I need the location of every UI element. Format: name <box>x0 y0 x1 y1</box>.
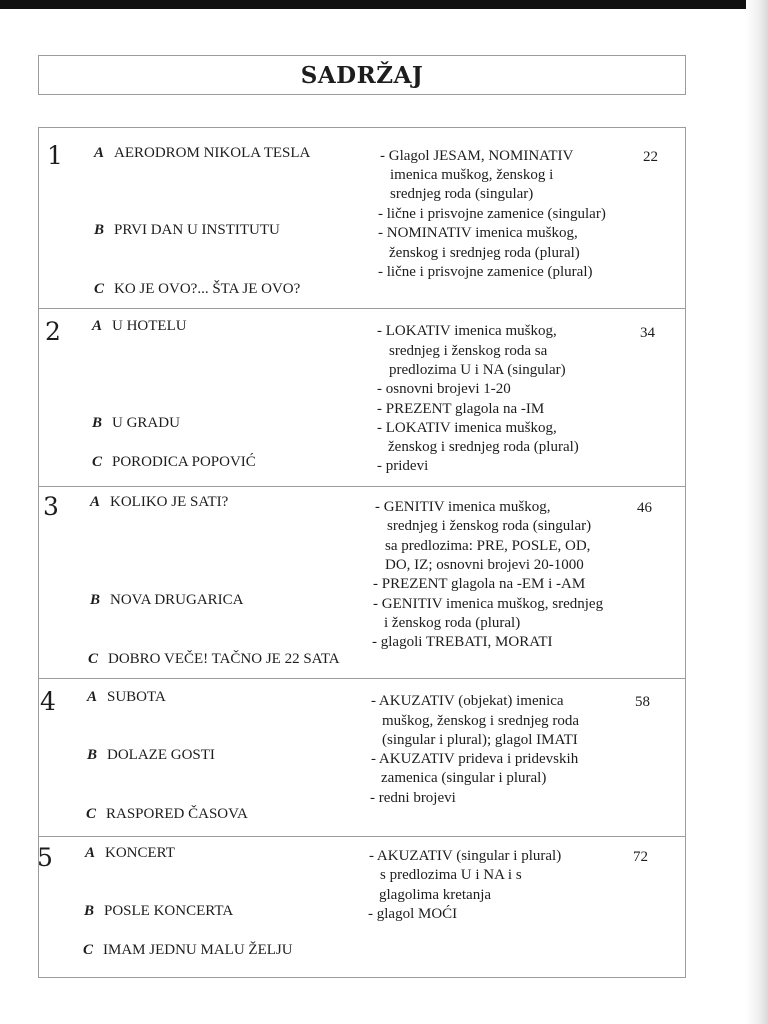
grammar-line: i ženskog roda (plural) <box>384 615 521 631</box>
lesson-letter: B <box>84 903 95 919</box>
lesson-letter: C <box>94 281 105 297</box>
unit-separator <box>38 308 686 309</box>
grammar-line: ženskog i srednjeg roda (plural) <box>388 439 579 455</box>
lesson-entry <box>94 281 300 298</box>
lesson-letter: C <box>92 454 103 470</box>
lesson-entry <box>84 903 233 920</box>
lesson-title: PORODICA POPOVIĆ <box>112 454 256 470</box>
grammar-line: muškog, ženskog i srednjeg roda <box>382 713 580 729</box>
unit-separator <box>38 678 686 679</box>
lesson-entry <box>88 651 340 668</box>
grammar-line: sa predlozima: PRE, POSLE, OD, <box>385 538 591 554</box>
grammar-line: - pridevi <box>377 458 429 474</box>
grammar-line: - Glagol JESAM, NOMINATIV <box>380 148 574 164</box>
lesson-title: DOLAZE GOSTI <box>107 747 215 763</box>
lesson-title: SUBOTA <box>107 689 166 705</box>
lesson-entry <box>92 415 180 432</box>
lesson-letter: B <box>94 222 105 238</box>
lesson-entry <box>94 145 310 162</box>
scan-right-edge <box>746 0 768 1024</box>
grammar-line: - LOKATIV imenica muškog, <box>377 420 557 436</box>
lesson-title: KO JE OVO?... ŠTA JE OVO? <box>114 281 301 297</box>
grammar-line: - redni brojevi <box>370 790 456 806</box>
unit-number: 1 <box>47 141 63 170</box>
grammar-line: - AKUZATIV (objekat) imenica <box>371 693 564 709</box>
lesson-title: KONCERT <box>105 845 175 861</box>
grammar-line: - LOKATIV imenica muškog, <box>377 323 557 339</box>
lesson-entry <box>83 942 293 959</box>
grammar-line: srednjeg i ženskog roda (singular) <box>387 518 592 534</box>
grammar-line: s predlozima U i NA i s <box>380 867 522 883</box>
lesson-letter: B <box>90 592 101 608</box>
grammar-line: - NOMINATIV imenica muškog, <box>378 225 578 241</box>
grammar-line: ženskog i srednjeg roda (plural) <box>389 245 580 261</box>
grammar-line: zamenica (singular i plural) <box>381 770 547 786</box>
grammar-line: - PREZENT glagola na -IM <box>377 401 545 417</box>
grammar-line: (singular i plural); glagol IMATI <box>382 732 578 748</box>
grammar-line: - GENITIV imenica muškog, srednjeg <box>373 596 604 612</box>
page-number: 46 <box>637 500 652 516</box>
lesson-title: IMAM JEDNU MALU ŽELJU <box>103 942 293 958</box>
lesson-letter: C <box>86 806 97 822</box>
page-number: 34 <box>640 325 655 341</box>
lesson-title: KOLIKO JE SATI? <box>110 494 229 510</box>
lesson-entry <box>94 222 280 239</box>
grammar-line: - glagol MOĆI <box>368 906 458 922</box>
grammar-line: - GENITIV imenica muškog, <box>375 499 551 515</box>
grammar-line: predlozima U i NA (singular) <box>389 362 566 378</box>
unit-number: 5 <box>37 843 53 872</box>
lesson-title: AERODROM NIKOLA TESLA <box>114 145 311 161</box>
lesson-entry <box>90 592 244 609</box>
grammar-line: - AKUZATIV prideva i pridevskih <box>371 751 579 767</box>
grammar-line: - osnovni brojevi 1-20 <box>377 381 511 397</box>
lesson-title: PRVI DAN U INSTITUTU <box>114 222 280 238</box>
grammar-line: - PREZENT glagola na -EM i -AM <box>373 576 586 592</box>
lesson-entry <box>92 454 256 471</box>
grammar-line: srednjeg i ženskog roda sa <box>389 343 548 359</box>
grammar-line: - AKUZATIV (singular i plural) <box>369 848 562 864</box>
unit-number: 2 <box>45 317 61 346</box>
unit-number: 4 <box>40 687 56 716</box>
lesson-title: U GRADU <box>112 415 180 431</box>
lesson-entry <box>85 845 175 862</box>
lesson-letter: C <box>88 651 99 667</box>
page-number: 22 <box>643 149 658 165</box>
page-title: SADRŽAJ <box>300 62 424 89</box>
page-number: 58 <box>635 694 650 710</box>
lesson-letter: A <box>85 845 96 861</box>
grammar-line: - lične i prisvojne zamenice (singular) <box>378 206 606 222</box>
lesson-letter: B <box>87 747 98 763</box>
page-number: 72 <box>633 849 648 865</box>
lesson-entry <box>90 494 228 511</box>
unit-separator <box>38 486 686 487</box>
lesson-title: DOBRO VEČE! TAČNO JE 22 SATA <box>108 651 340 667</box>
lesson-entry <box>86 806 248 823</box>
unit-number: 3 <box>43 492 59 521</box>
grammar-line: DO, IZ; osnovni brojevi 20-1000 <box>385 557 584 573</box>
lesson-entry <box>92 318 187 335</box>
grammar-line: - glagoli TREBATI, MORATI <box>372 634 553 650</box>
lesson-letter: A <box>94 145 105 161</box>
grammar-line: imenica muškog, ženskog i <box>390 167 554 183</box>
lesson-letter: A <box>87 689 98 705</box>
lesson-letter: A <box>90 494 101 510</box>
lesson-letter: B <box>92 415 103 431</box>
lesson-title: RASPORED ČASOVA <box>106 806 248 822</box>
lesson-entry <box>87 747 215 764</box>
lesson-title: U HOTELU <box>112 318 187 334</box>
grammar-line: - lične i prisvojne zamenice (plural) <box>378 264 593 280</box>
lesson-title: POSLE KONCERTA <box>104 903 234 919</box>
lesson-title: NOVA DRUGARICA <box>110 592 244 608</box>
scan-top-edge <box>0 0 768 9</box>
unit-separator <box>38 836 686 837</box>
lesson-letter: A <box>92 318 103 334</box>
lesson-letter: C <box>83 942 94 958</box>
lesson-entry <box>87 689 166 706</box>
grammar-line: glagolima kretanja <box>379 887 492 903</box>
grammar-line: srednjeg roda (singular) <box>390 186 534 202</box>
